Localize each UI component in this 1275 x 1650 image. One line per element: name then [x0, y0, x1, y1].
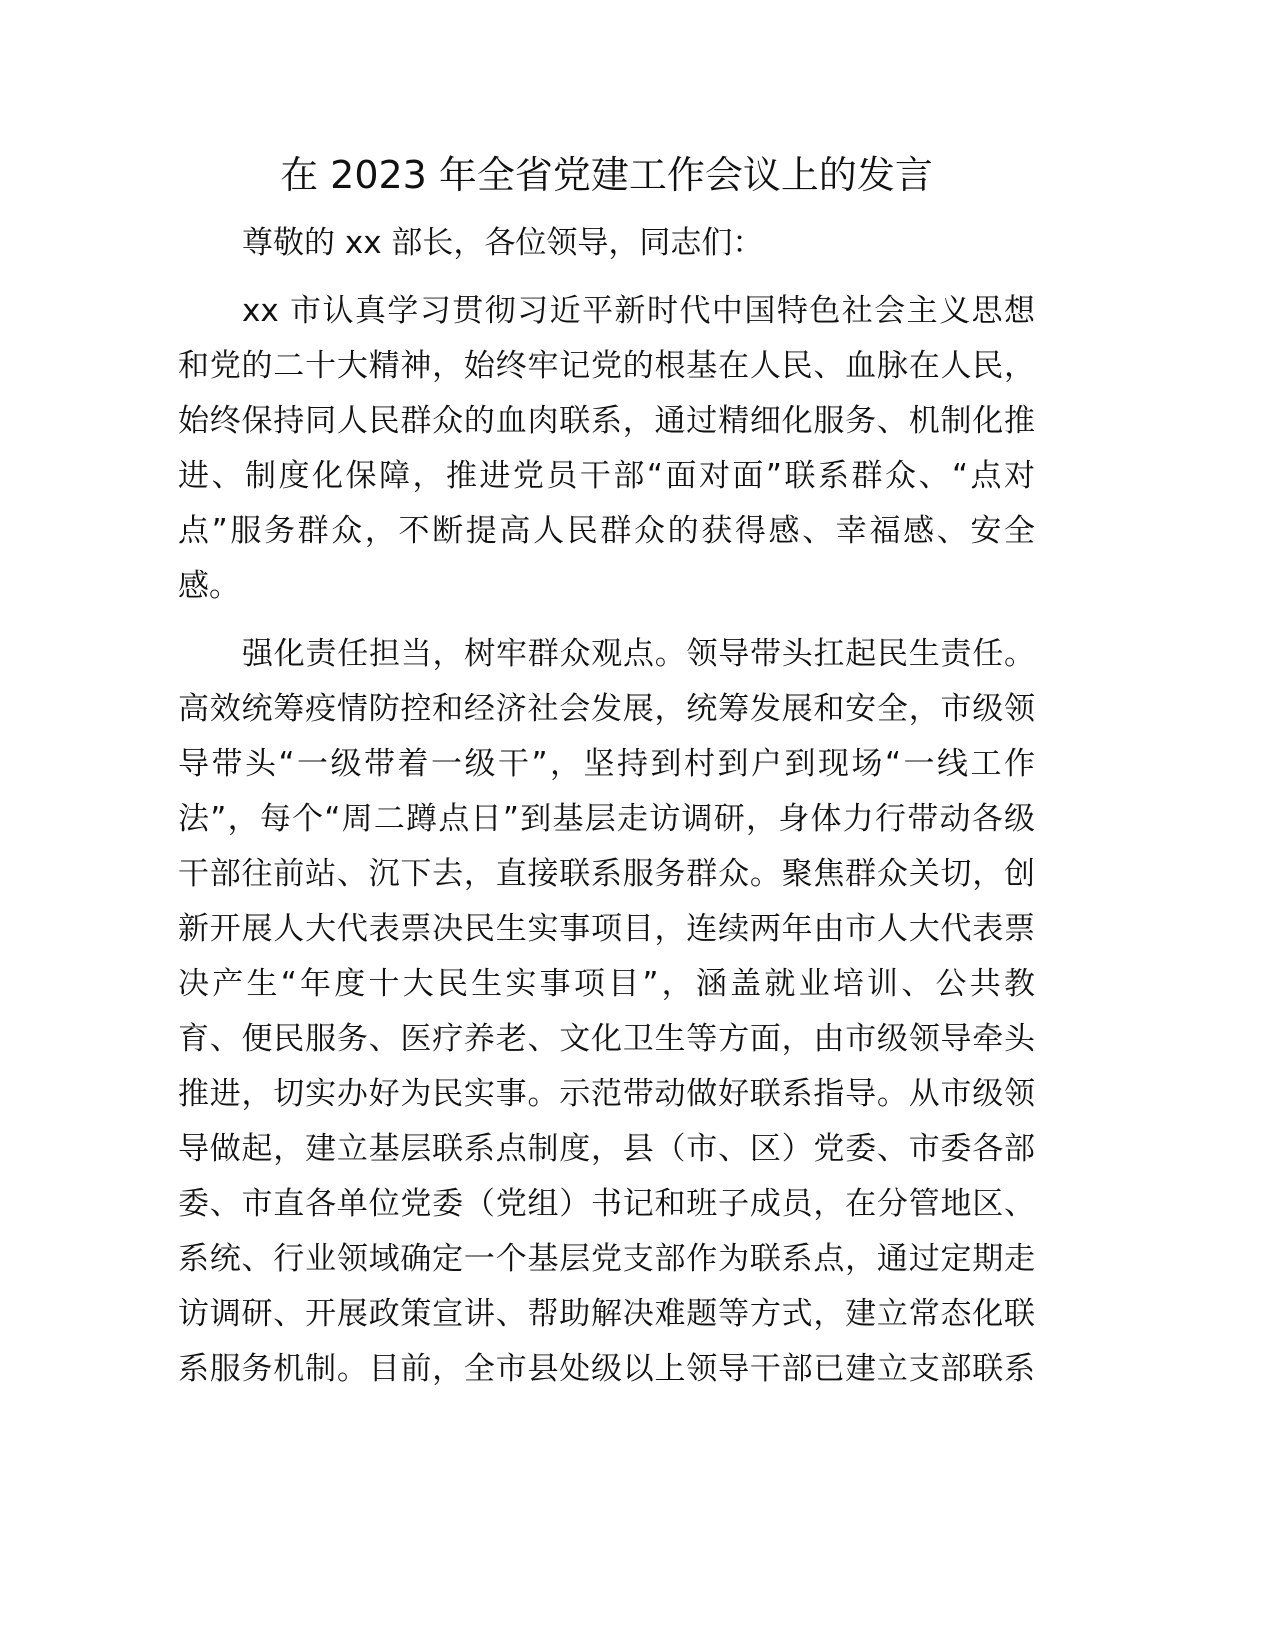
text-line: 强化责任担当，树牢群众观点。领导带头扛起民生责任。	[242, 636, 1035, 672]
text-line: 系服务机制。目前，全市县处级以上领导干部已建立支部联系	[178, 1351, 1035, 1387]
document-title: 在 2023 年全省党建工作会议上的发言	[280, 153, 933, 197]
text-line: 始终保持同人民群众的血肉联系，通过精细化服务、机制化推	[178, 403, 1035, 439]
text-line: 高效统筹疫情防控和经济社会发展，统筹发展和安全，市级领	[178, 691, 1035, 727]
text-line: xx 市认真学习贯彻习近平新时代中国特色社会主义思想	[242, 293, 1035, 329]
text-line: 尊敬的 xx 部长，各位领导，同志们：	[242, 225, 764, 261]
text-line: 新开展人大代表票决民生实事项目，连续两年由市人大代表票	[178, 911, 1035, 947]
text-line: 委、市直各单位党委（党组）书记和班子成员，在分管地区、	[178, 1186, 1035, 1222]
text-line: 和党的二十大精神，始终牢记党的根基在人民、血脉在人民，	[178, 348, 1035, 384]
text-line: 推进，切实办好为民实事。示范带动做好联系指导。从市级领	[178, 1076, 1035, 1112]
text-line: 系统、行业领域确定一个基层党支部作为联系点，通过定期走	[178, 1241, 1035, 1277]
text-line: 育、便民服务、医疗养老、文化卫生等方面，由市级领导牵头	[178, 1021, 1035, 1057]
document-body	[178, 216, 1035, 1410]
text-line: 导做起，建立基层联系点制度，县（市、区）党委、市委各部	[178, 1131, 1035, 1167]
text-line: 点”服务群众，不断提高人民群众的获得感、幸福感、安全	[178, 513, 1035, 549]
text-line: 进、制度化保障，推进党员干部“面对面”联系群众、“点对	[178, 458, 1035, 494]
text-line: 法”，每个“周二蹲点日”到基层走访调研，身体力行带动各级	[178, 801, 1035, 837]
paragraph	[178, 627, 1035, 1397]
text-line: 干部往前站、沉下去，直接联系服务群众。聚焦群众关切，创	[178, 856, 1035, 892]
paragraph	[178, 216, 1035, 271]
paragraph	[178, 284, 1035, 614]
text-line: 感。	[178, 568, 240, 604]
text-line: 导带头“一级带着一级干”，坚持到村到户到现场“一线工作	[178, 746, 1035, 782]
text-line: 访调研、开展政策宣讲、帮助解决难题等方式，建立常态化联	[178, 1296, 1035, 1332]
text-line: 决产生“年度十大民生实事项目”，涵盖就业培训、公共教	[178, 966, 1035, 1002]
